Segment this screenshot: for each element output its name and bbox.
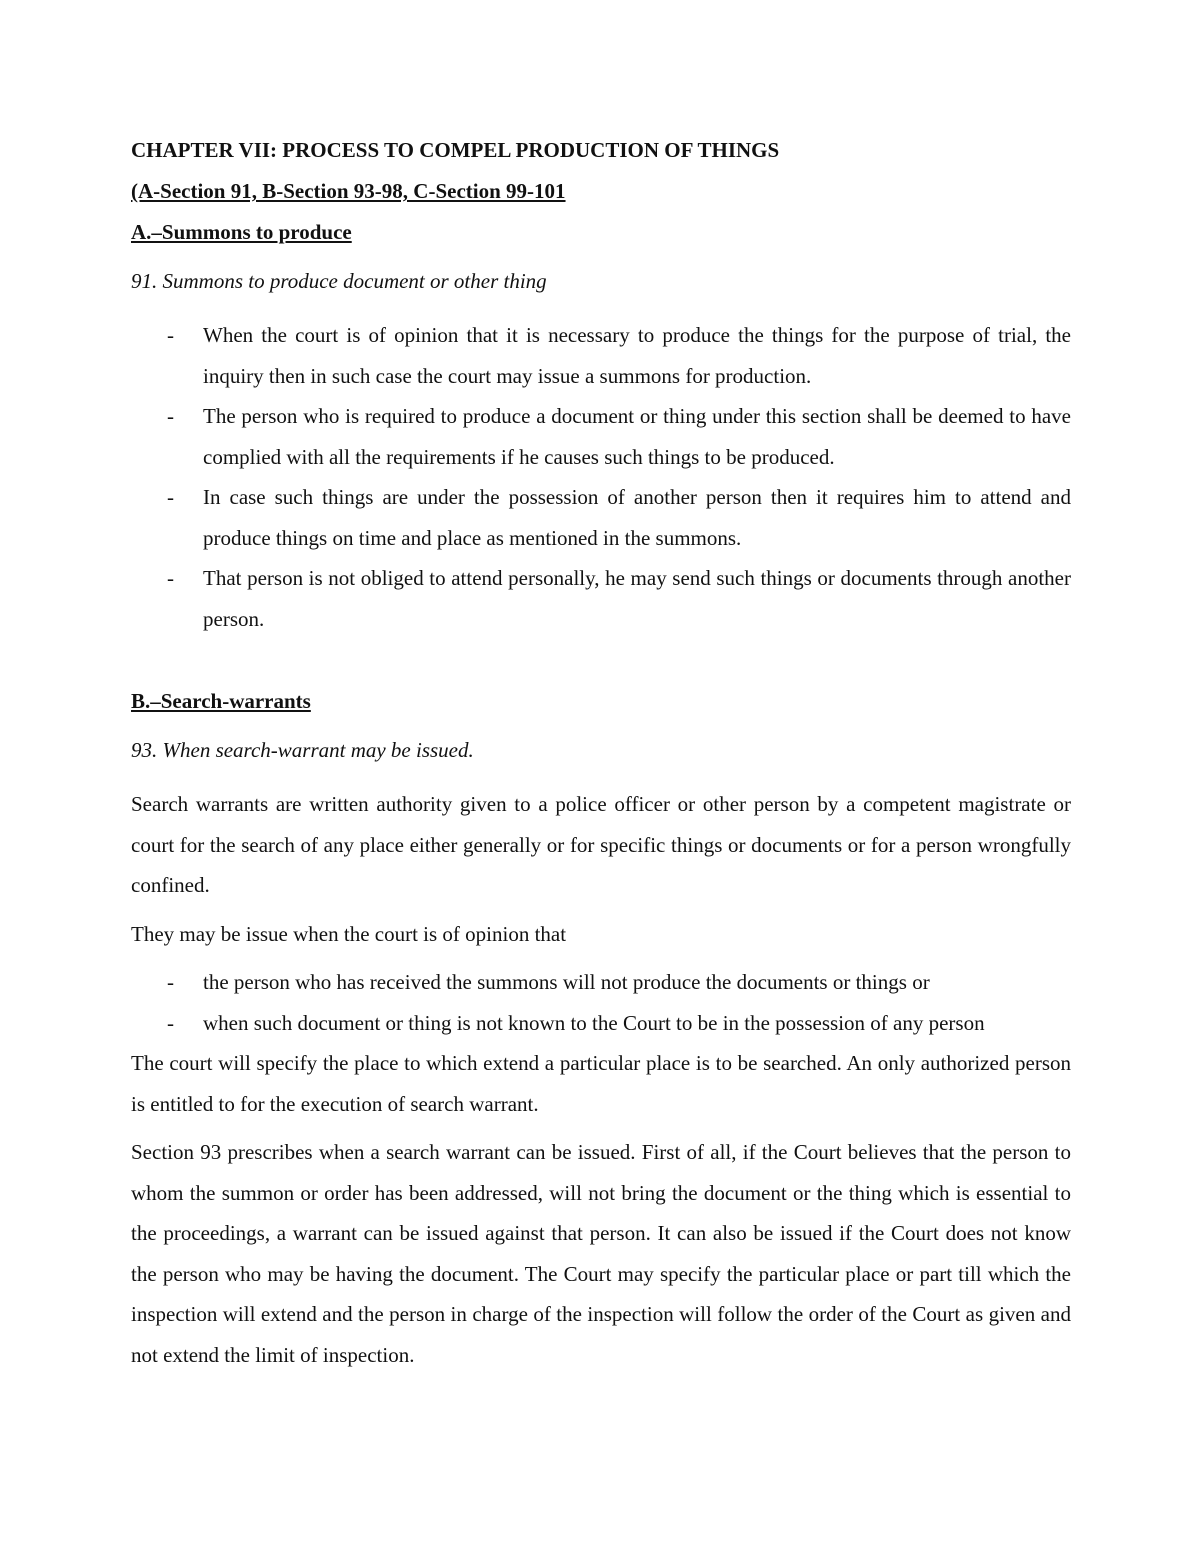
bullet-text: The person who is required to produce a document or thing under this section shall be deemed to have complied with all the requirements if he causes such things to be produced. bbox=[203, 404, 1071, 469]
spacer bbox=[131, 639, 1071, 685]
section-93-explanation: Section 93 prescribes when a search warrant can be issued. First of all, if the Court believes that the person to whom the summon or order has been addressed, will not bring the document or the thing which is essential to the proceedings, a warrant can be issued against that person. It can also be issued if the Court does not know the person who may be having the document. The Court may specify the particular place or part till which the inspection will extend and the person in charge of the inspection will follow the order of the Court as given and not extend the limit of inspection. bbox=[131, 1140, 1071, 1367]
list-item bbox=[131, 558, 1071, 639]
section-b-bullet-list bbox=[131, 962, 1071, 1043]
issue-conditions-intro: They may be issue when the court is of opinion that bbox=[131, 921, 567, 946]
bullet-text: the person who has received the summons will not produce the documents or things or bbox=[203, 970, 930, 994]
bullet-text: That person is not obliged to attend personally, he may send such things or documents through another person. bbox=[203, 566, 1071, 631]
place-specification-paragraph: The court will specify the place to which extend a particular place is to be searched. An only authorized person is entitled to for the execution of search warrant. bbox=[131, 1051, 1071, 1116]
section-91-heading: 91. Summons to produce document or other thing bbox=[131, 269, 547, 293]
bullet-dash: - bbox=[167, 970, 174, 994]
bullet-text: When the court is of opinion that it is necessary to produce the things for the purpose of trial, the inquiry then in such case the court may issue a summons for production. bbox=[203, 323, 1071, 388]
list-item bbox=[131, 477, 1071, 558]
bullet-dash: - bbox=[167, 566, 174, 590]
section-93-heading: 93. When search-warrant may be issued. bbox=[131, 738, 474, 762]
list-item bbox=[131, 962, 1071, 1003]
section-a-bullet-list bbox=[131, 315, 1071, 639]
list-item bbox=[131, 315, 1071, 396]
bullet-dash: - bbox=[167, 323, 174, 347]
spacer bbox=[131, 906, 1071, 914]
list-item bbox=[131, 396, 1071, 477]
search-warrant-definition: Search warrants are written authority given to a police officer or other person by a competent magistrate or court for the search of any place either generally or for specific things or documents or for a person wrongfully confined. bbox=[131, 792, 1071, 897]
spacer bbox=[131, 1124, 1071, 1132]
document-body bbox=[131, 134, 1071, 1375]
section-a-heading: A.–Summons to produce bbox=[131, 220, 352, 244]
bullet-dash: - bbox=[167, 404, 174, 428]
bullet-dash: - bbox=[167, 1010, 174, 1035]
sections-index: (A-Section 91, B-Section 93-98, C-Section 99-101 bbox=[131, 179, 566, 203]
chapter-title: CHAPTER VII: PROCESS TO COMPEL PRODUCTION OF THINGS bbox=[131, 138, 780, 162]
bullet-text: In case such things are under the possession of another person then it requires him to attend and produce things on time and place as mentioned in the summons. bbox=[203, 485, 1071, 550]
spacer bbox=[131, 954, 1071, 962]
bullet-dash: - bbox=[167, 485, 174, 509]
list-item bbox=[131, 1003, 1071, 1044]
bullet-text: when such document or thing is not known to the Court to be in the possession of any person bbox=[203, 1010, 985, 1035]
section-b-heading: B.–Search-warrants bbox=[131, 689, 311, 713]
